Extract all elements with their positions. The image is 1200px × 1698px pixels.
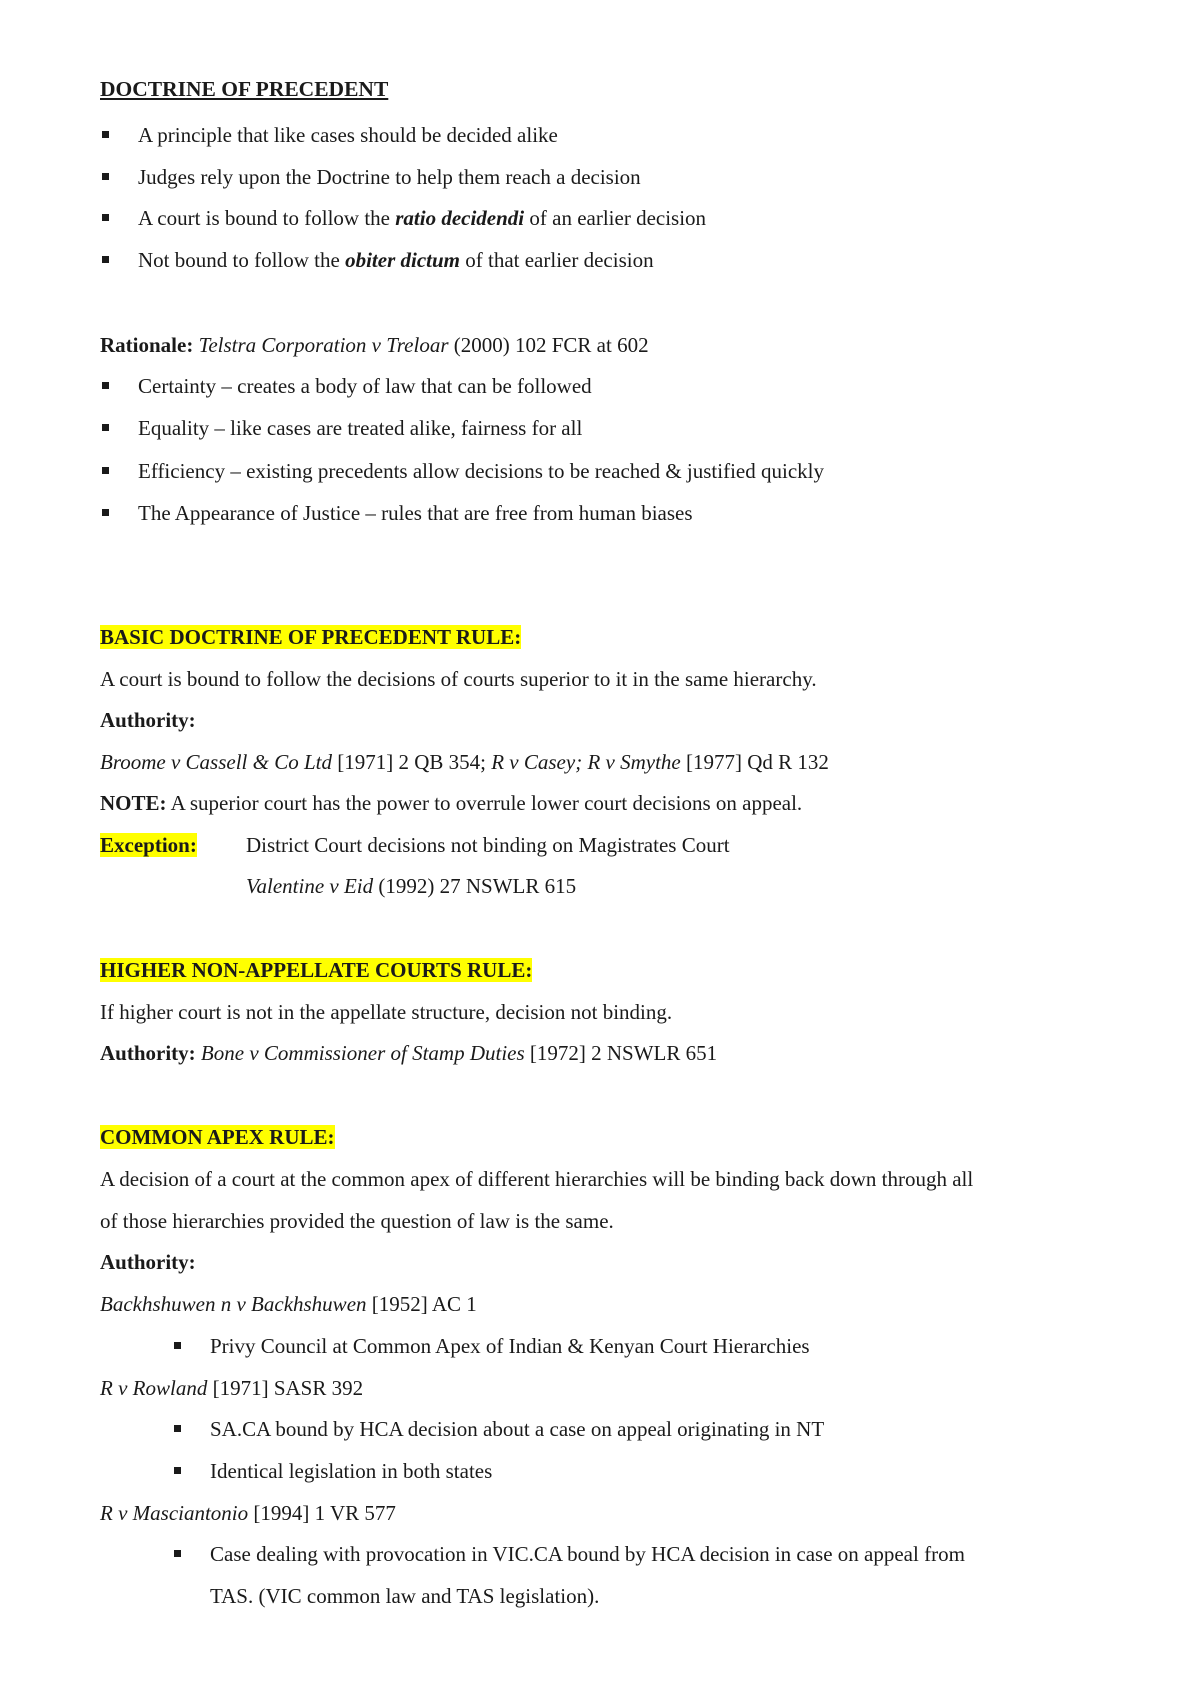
case-name: R v Casey; R v Smythe (491, 750, 681, 774)
list-item-text: Identical legislation in both states (210, 1459, 493, 1483)
case-name: R v Masciantonio (100, 1501, 249, 1525)
authority-label-text: Authority: (100, 1041, 196, 1065)
case-citation: [1971] 2 QB 354; (331, 750, 492, 774)
document-title: DOCTRINE OF PRECEDENT (100, 77, 389, 101)
list-item-text: Efficiency – existing precedents allow decisions to be reached & justified quickly (138, 459, 824, 483)
case-name: Backhshuwen n v Backhshuwen (100, 1292, 367, 1316)
list-item-text: Case dealing with provocation in VIC.CA bound by HCA decision in case on appeal from (210, 1542, 965, 1566)
exception-line (100, 832, 197, 858)
note-label: NOTE: (100, 791, 167, 815)
exception-label: Exception: (100, 833, 197, 857)
bullet-icon (102, 173, 109, 180)
list-item-text (138, 247, 654, 273)
section-heading-apex-rule (100, 1124, 335, 1150)
case-citation: (1992) 27 NSWLR 615 (373, 874, 577, 898)
obiter-dictum-term: obiter dictum (345, 248, 460, 272)
case-name: Telstra Corporation v Treloar (198, 333, 449, 357)
case-citation: [1971] SASR 392 (207, 1376, 364, 1400)
authority-label (100, 1249, 196, 1275)
list-item-text: Judges rely upon the Doctrine to help them reach a decision (138, 165, 641, 189)
bullet-icon (174, 1550, 181, 1557)
rule-text: A court is bound to follow the decisions of courts superior to it in the same hierarchy. (100, 667, 817, 691)
section-heading-basic-rule (100, 624, 521, 650)
authority-line (100, 1040, 717, 1066)
text-run: of that earlier decision (460, 248, 654, 272)
case-name: Bone v Commissioner of Stamp Duties (200, 1041, 525, 1065)
bullet-icon (102, 467, 109, 474)
rationale-line (100, 332, 649, 358)
heading-text: BASIC DOCTRINE OF PRECEDENT RULE: (100, 625, 522, 649)
case-citation: [1994] 1 VR 577 (248, 1501, 396, 1525)
rule-text: A decision of a court at the common apex of different hierarchies will be binding back down through all (100, 1167, 974, 1191)
authority-cases (100, 749, 829, 775)
case-citation: [1952] AC 1 (366, 1292, 477, 1316)
rule-text: of those hierarchies provided the question of law is the same. (100, 1209, 614, 1233)
authority-case (100, 1375, 363, 1401)
bullet-icon (102, 382, 109, 389)
list-item-text (138, 205, 706, 231)
ratio-decidendi-term: ratio decidendi (395, 206, 525, 230)
text-run: A court is bound to follow the (138, 206, 396, 230)
case-name: Valentine v Eid (246, 874, 374, 898)
case-citation: (2000) 102 FCR at 602 (448, 333, 649, 357)
text-run: of an earlier decision (524, 206, 707, 230)
case-citation: [1977] Qd R 132 (680, 750, 829, 774)
list-item-text: A principle that like cases should be decided alike (138, 123, 558, 147)
heading-text: COMMON APEX RULE: (100, 1125, 335, 1149)
list-item-continuation: TAS. (VIC common law and TAS legislation). (210, 1584, 600, 1608)
case-name: Broome v Cassell & Co Ltd (100, 750, 332, 774)
rationale-label: Rationale: (100, 333, 194, 357)
authority-case (100, 1291, 477, 1317)
authority-label-text: Authority: (100, 708, 196, 732)
bullet-icon (102, 424, 109, 431)
bullet-icon (102, 131, 109, 138)
exception-text: District Court decisions not binding on Magistrates Court (246, 833, 730, 857)
bullet-icon (174, 1467, 181, 1474)
note-text: A superior court has the power to overrule lower court decisions on appeal. (166, 791, 803, 815)
bullet-icon (102, 214, 109, 221)
list-item-text: Privy Council at Common Apex of Indian & Kenyan Court Hierarchies (210, 1334, 810, 1358)
text-run: Not bound to follow the (138, 248, 346, 272)
exception-authority (246, 873, 576, 899)
bullet-icon (102, 256, 109, 263)
heading-text: HIGHER NON-APPELLATE COURTS RULE: (100, 958, 533, 982)
list-item-text: SA.CA bound by HCA decision about a case on appeal originating in NT (210, 1417, 825, 1441)
list-item-text: The Appearance of Justice – rules that are free from human biases (138, 501, 693, 525)
section-heading-higher-rule (100, 957, 532, 983)
list-item-text: Equality – like cases are treated alike, fairness for all (138, 416, 583, 440)
rule-text: If higher court is not in the appellate structure, decision not binding. (100, 1000, 673, 1024)
bullet-icon (102, 509, 109, 516)
authority-case (100, 1500, 396, 1526)
authority-label (100, 707, 196, 733)
bullet-icon (174, 1342, 181, 1349)
bullet-icon (174, 1425, 181, 1432)
case-name: R v Rowland (100, 1376, 208, 1400)
list-item-text: Certainty – creates a body of law that can be followed (138, 374, 592, 398)
authority-label-text: Authority: (100, 1250, 196, 1274)
case-citation: [1972] 2 NSWLR 651 (524, 1041, 718, 1065)
note-line (100, 790, 802, 816)
